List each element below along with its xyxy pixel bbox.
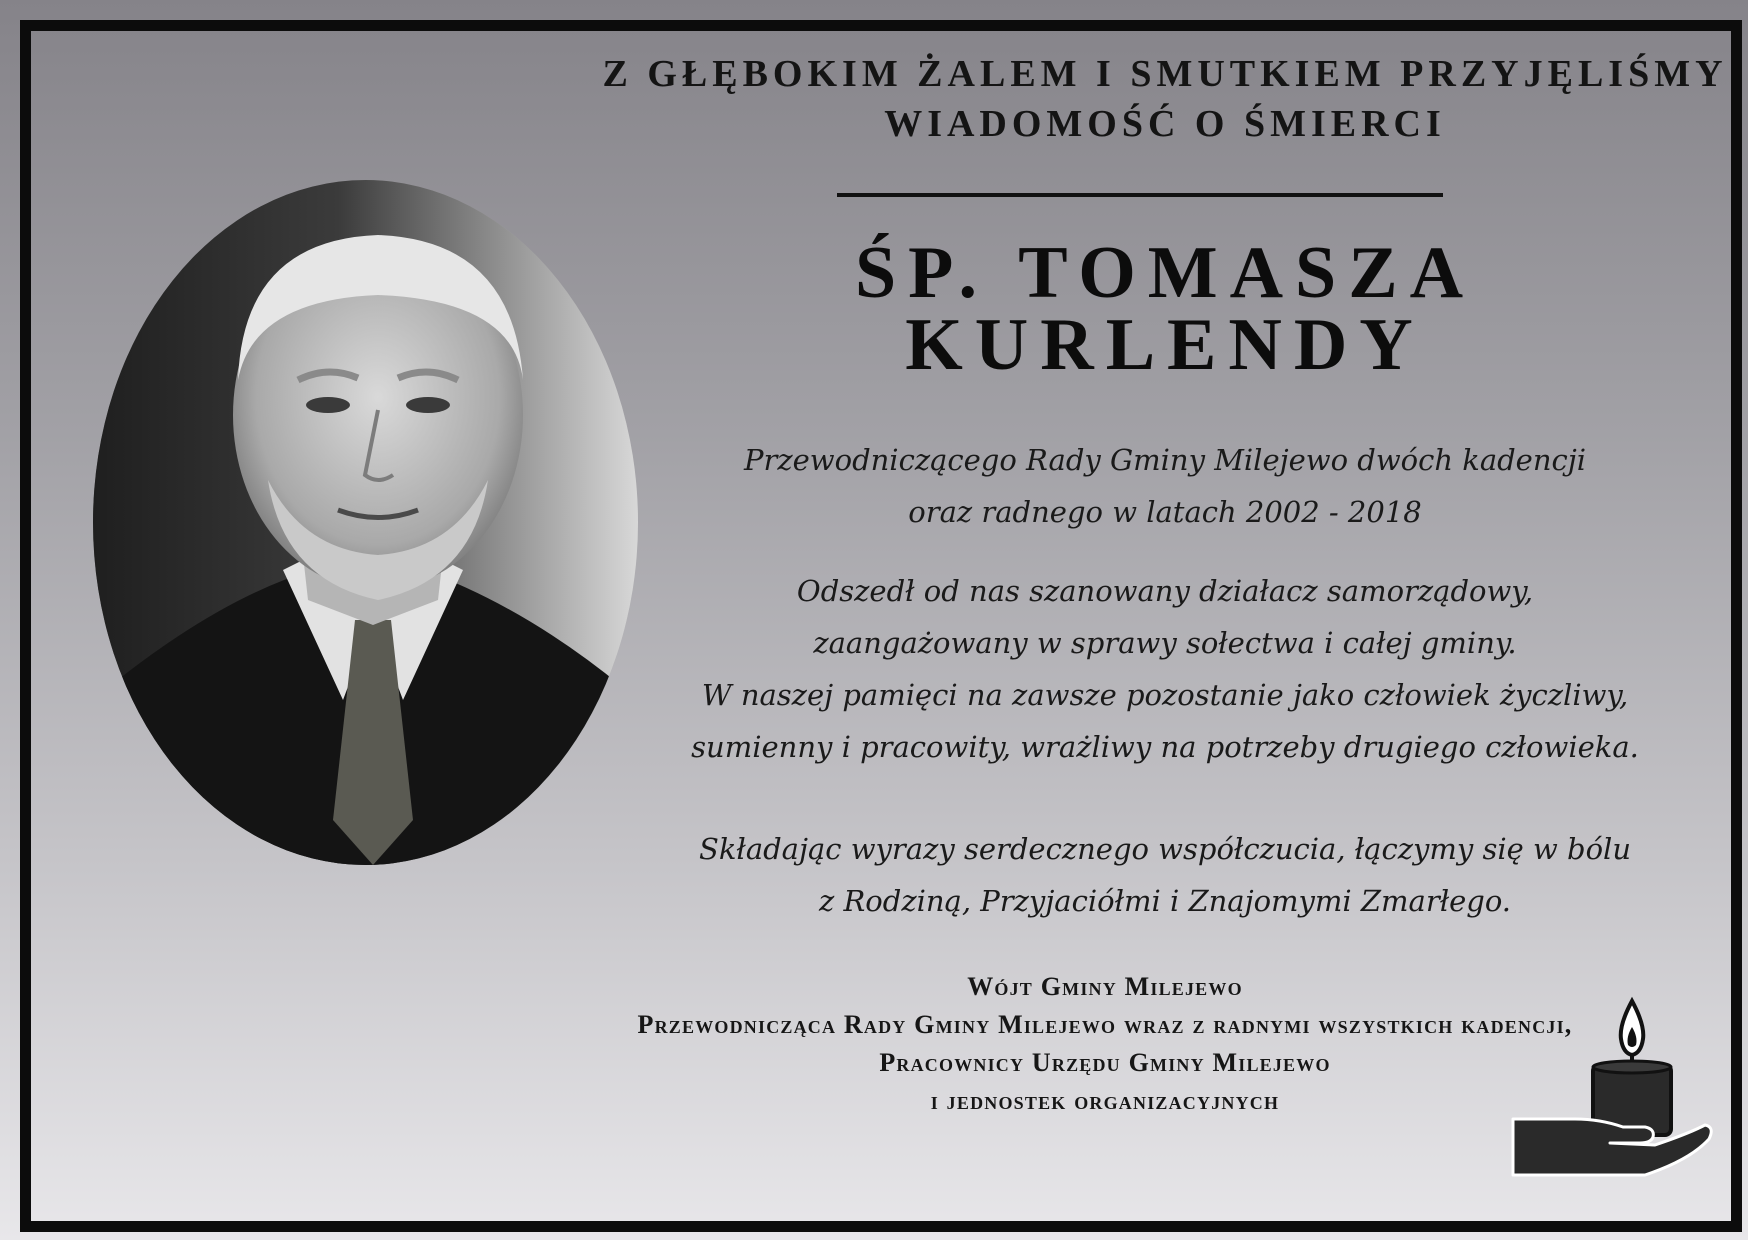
tribute-paragraph [600, 565, 1730, 773]
condolences-line: z Rodziną, Przyjaciółmi i Znajomymi Zmarłego. [818, 884, 1512, 918]
tribute-line: zaangażowany w sprawy sołectwa i całej gminy. [813, 626, 1517, 660]
signatory-line: Przewodnicząca Rady Gminy Milejewo wraz z radnymi wszystkich kadencji, [637, 1010, 1573, 1039]
condolences-line: Składając wyrazy serdecznego współczucia, łączymy się w bólu [698, 832, 1632, 866]
signatories-block [580, 968, 1630, 1120]
heading-line-2: WIADOMOŚĆ O ŚMIERCI [884, 103, 1446, 145]
signatory-line: Wójt Gminy Milejewo [967, 972, 1243, 1001]
deceased-name-line-1: ŚP. TOMASZA [854, 232, 1476, 314]
tribute-line: W naszej pamięci na zawsze pozostanie jako człowiek życzliwy, [701, 678, 1629, 712]
heading-line-1: Z GŁĘBOKIM ŻALEM I SMUTKIEM PRZYJĘLIŚMY [602, 53, 1728, 95]
portrait-photo [93, 180, 638, 865]
candle-in-hand-icon [1505, 995, 1715, 1185]
condolences-paragraph [600, 823, 1730, 927]
roles-line: oraz radnego w latach 2002 - 2018 [908, 495, 1422, 529]
roles-line: Przewodniczącego Rady Gminy Milejewo dwóch kadencji [743, 443, 1587, 477]
divider-line [837, 193, 1443, 197]
roles-paragraph [600, 434, 1730, 538]
signatory-line: Pracownicy Urzędu Gminy Milejewo [879, 1048, 1331, 1077]
signatory-line: i jednostek organizacyjnych [930, 1086, 1280, 1115]
tribute-line: sumienny i pracowity, wrażliwy na potrzeby drugiego człowieka. [691, 730, 1639, 764]
deceased-name-line-2: KURLENDY [905, 304, 1425, 386]
portrait-illustration [93, 180, 638, 865]
tribute-line: Odszedł od nas szanowany działacz samorządowy, [796, 574, 1534, 608]
